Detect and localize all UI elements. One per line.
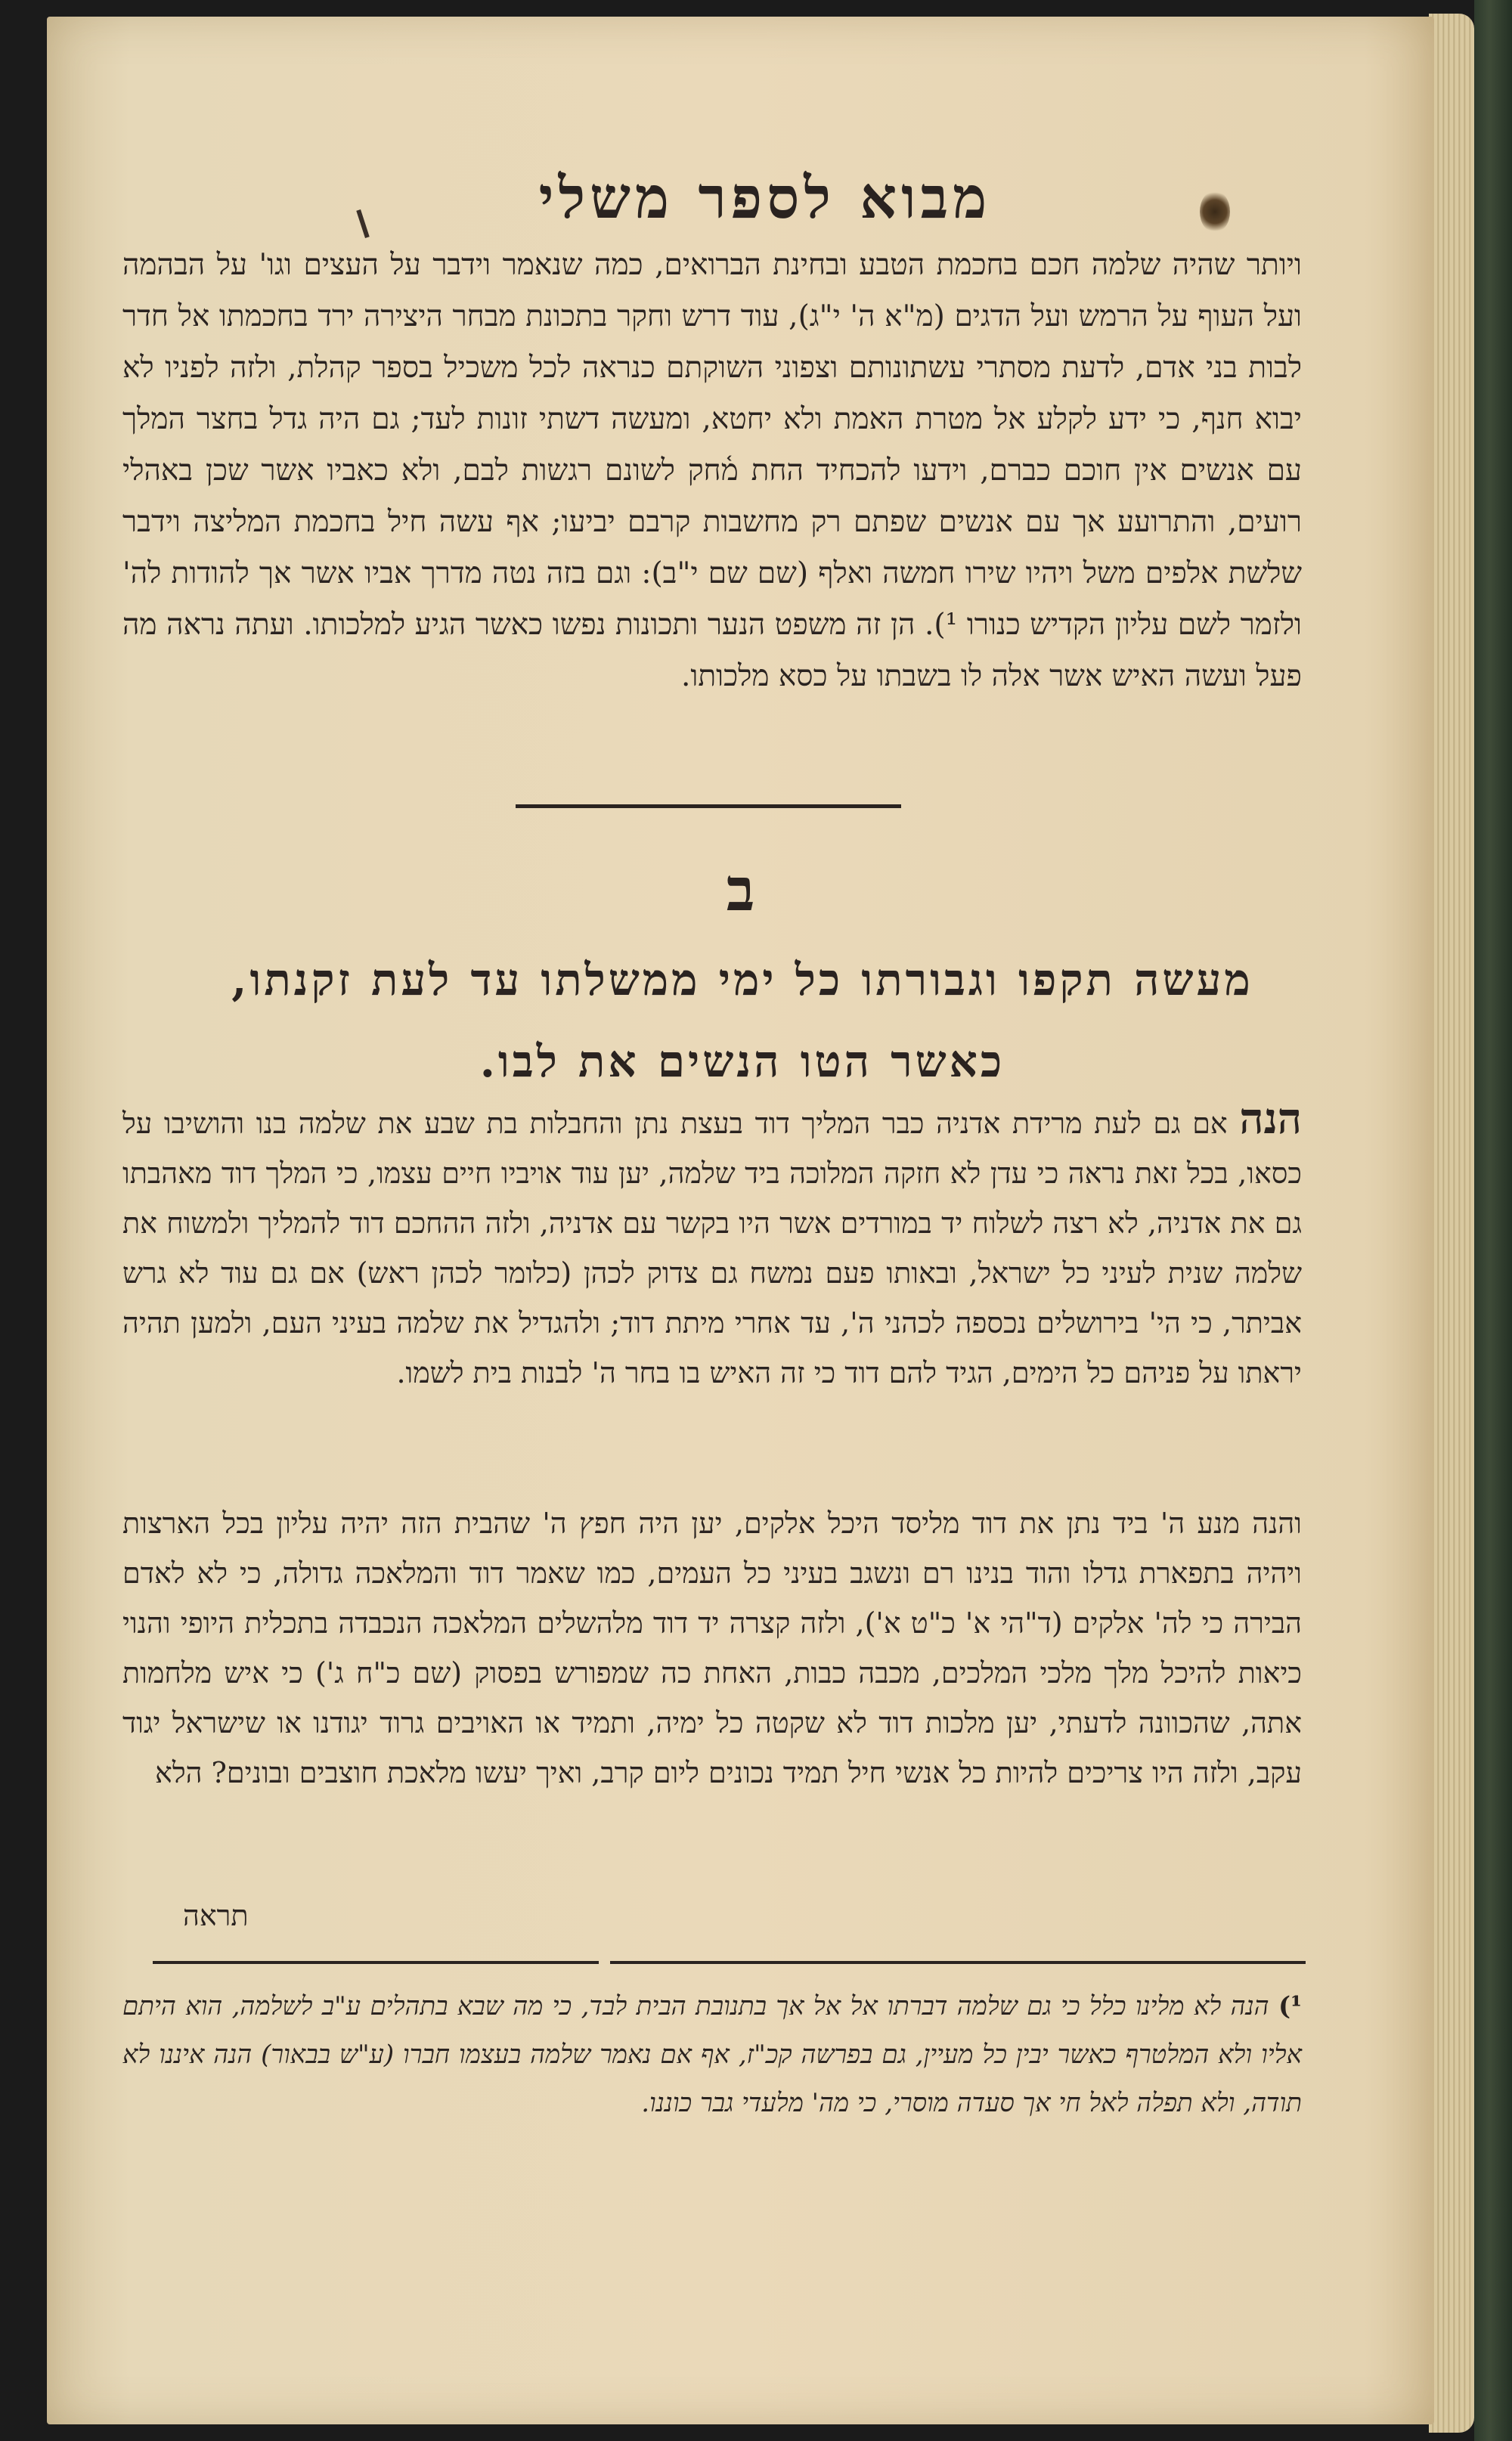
section-letter: ב (726, 856, 755, 925)
section-title: מעשה תקפו וגבורתו כל ימי ממשלתו עד לעת זקנתו, כאשר הטו הנשים את לבו. (231, 954, 1253, 1087)
body-paragraph-1 (122, 1094, 1302, 1398)
catchword: תראה (183, 1899, 249, 1932)
drop-word: הנה (1239, 1094, 1302, 1144)
footnote-rule-right (610, 1961, 1306, 1964)
footnote (122, 1982, 1302, 2127)
intro-paragraph: ויותר שהיה שלמה חכם בחכמת הטבע ובחינת הברואים, כמה שנאמר וידבר על העצים וגו' על הבהמה ועל העוף על הרמש ועל הדגים (מ"א ה' י"ג), עוד דרש וחקר בתכונת מבחר היצירה ירד בחכמתו אל חדר לבות בני אדם, לדעת מסתרי עשתונותם וצפוני השוקתם כנראה לכל משכיל בספר קהלת, ולזה לפניו לא יבוא חנף, כי ידע לקלע אל מטרת האמת ולא יחטא, ומעשה דשתי זונות לעד; גם היה גדל בחצר המלך עם אנשים אין חוכם כברם, וידעו להכחיד החת מ֫חק לשונם רגשות לבם, ולא כאביו אשר שכן באהלי רועים, והתרועע אך עם אנשים שפתם רק מחשבות קרבם יביעו; אף עשה חיל בחכמת המליצה וידבר שלשת אלפים משל ויהיו שירו חמשה ואלף (שם שם י"ב): וגם בזה נטה מדרך אביו אשר אך להודות לה' ולזמר לשם עליון הקדיש כנורו ¹). הן זה משפט הנער ותכונות נפשו כאשר הגיע למלכותו. ועתה נראה מה פעל ועשה האיש אשר אלה לו בשבתו על כסא מלכותו. (122, 248, 1302, 693)
page-edges (1429, 14, 1474, 2433)
footnote-text: הנה לא מלינו כלל כי גם שלמה דברתו אל אל אך בתנובת הבית לבד, כי מה שבא בתהלים ע"ב לשלמה, הוא היתם אליו ולא המלטרף כאשר יבין כל מעיין, גם בפרשה קכ"ז, אף אם נאמר שלמה בעצמו חברו (ע"ש בבאור) הנה איננו לא תודה, ולא תפלה לאל חי אך סעדה מוסרי, כי מה' מלעדי גבר כוננו. (122, 1991, 1302, 2118)
book-page (47, 17, 1434, 2424)
body-paragraph-1-text: אם גם לעת מרידת אדניה כבר המליך דוד בעצת נתן והחבלות בת שבע את שלמה בנו והושיבו על כסאו, בכל זאת נראה כי עדן לא חזקה המלוכה ביד שלמה, יען עוד אויביו חיים עצמו, כי המלך דוד מאהבתו גם את אדניה, לא רצה לשלוח יד במורדים אשר היו בקשר עם אדניה, ולזה ההחכם דוד להמליך ולמשוח את שלמה שנית לעיני כל ישראל, ובאותו פעם נמשח גם צדוק לכהן (כלומר לכהן ראש) אם גם עוד לא גרש אביתר, כי הי' בירושלים נכספה לכהני ה', עד אחרי מיתת דוד; ולהגדיל את שלמה בעיני העם, ולמען תהיה יראתו על פניהם כל הימים, הגיד להם דוד כי זה האיש בו בחר ה' לבנות בית לשמו. (122, 1107, 1302, 1389)
section-divider (516, 804, 901, 808)
book-cover-edge (1474, 0, 1512, 2441)
footnote-mark: ¹) (1278, 1991, 1302, 2021)
page-heading: מבוא לספר משלי (538, 164, 992, 231)
footnote-rule-left (153, 1961, 599, 1964)
body-paragraph-2: והנה מנע ה' ביד נתן את דוד מליסד היכל אלקים, יען היה חפץ ה' שהבית הזה יהיה עליון בכל הארצות ויהיה בתפארת גדלו והוד בנינו רם ונשגב בעיני כל העמים, כמו שאמר דוד והמלאכה גדולה, כי לא לאדם הבירה כי לה' אלקים (ד"הי א' כ"ט א'), ולזה קצרה יד דוד מלהשלים המלאכה הנכבדה בתכלית היופי והנוי כיאות להיכל מלך מלכי המלכים, מכבה כבות, האחת כה שמפורש בפסוק (שם כ"ח ג') כי איש מלחמות אתה, שהכוונה לדעתי, יען מלכות דוד לא שקטה כל ימיה, ותמיד או האויבים גרוד יגודנו או שישראל יגוד עקב, ולזה היו צריכים להיות כל אנשי חיל תמיד נכונים ליום קרב, ואיך יעשו מלאכת חוצבים ובונים? הלא (122, 1507, 1302, 1789)
